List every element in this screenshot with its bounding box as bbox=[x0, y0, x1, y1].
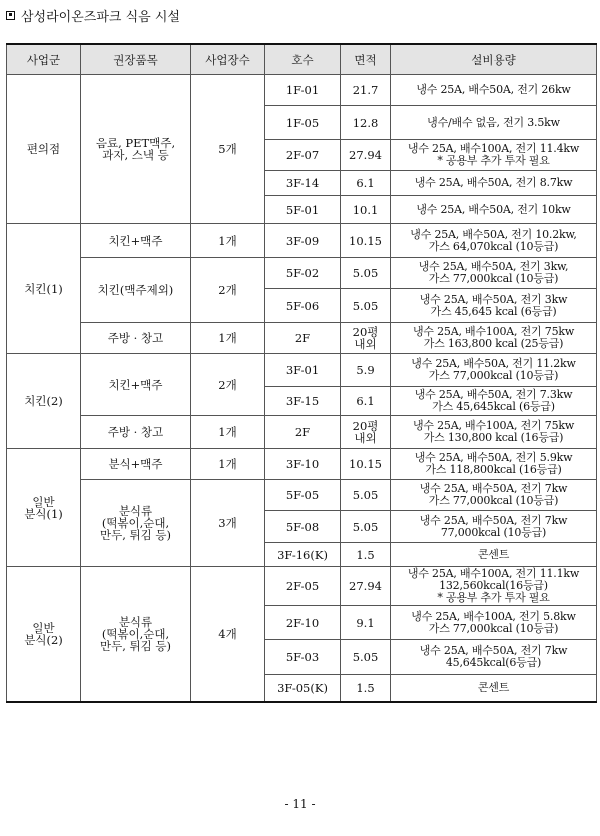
business-group-cell: 일반 분식(2) bbox=[7, 567, 81, 703]
store-count-cell: 1개 bbox=[191, 416, 265, 449]
area-cell: 10.1 bbox=[341, 196, 391, 224]
store-count-cell: 3개 bbox=[191, 480, 265, 567]
unit-number-cell: 1F-05 bbox=[265, 106, 341, 140]
area-cell: 5.05 bbox=[341, 480, 391, 511]
table-row bbox=[7, 480, 597, 511]
facility-capacity-cell: 냉수 25A, 배수100A, 전기 5.8kw 가스 77,000kcal (10등급) bbox=[391, 606, 597, 640]
area-cell: 1.5 bbox=[341, 675, 391, 703]
unit-number-cell: 3F-01 bbox=[265, 354, 341, 387]
area-cell: 10.15 bbox=[341, 449, 391, 480]
store-count-cell: 1개 bbox=[191, 323, 265, 354]
table-row bbox=[7, 323, 597, 354]
recommended-items-cell: 분식류 (떡볶이,순대, 만두, 튀김 등) bbox=[81, 567, 191, 703]
area-cell: 21.7 bbox=[341, 75, 391, 106]
facility-capacity-cell: 냉수 25A, 배수50A, 전기 7.3kw 가스 45,645kcal (6등급) bbox=[391, 387, 597, 416]
facility-capacity-cell: 냉수 25A, 배수50A, 전기 7kw 가스 77,000kcal (10등급) bbox=[391, 480, 597, 511]
unit-number-cell: 5F-03 bbox=[265, 640, 341, 675]
area-cell: 27.94 bbox=[341, 567, 391, 606]
unit-number-cell: 2F bbox=[265, 323, 341, 354]
store-count-cell: 2개 bbox=[191, 354, 265, 416]
area-cell: 1.5 bbox=[341, 543, 391, 567]
square-bullet-icon bbox=[6, 11, 15, 20]
business-group-cell: 일반 분식(1) bbox=[7, 449, 81, 567]
business-group-cell: 편의점 bbox=[7, 75, 81, 224]
table-row bbox=[7, 449, 597, 480]
unit-number-cell: 2F-10 bbox=[265, 606, 341, 640]
facility-capacity-cell: 냉수 25A, 배수50A, 전기 3kw, 가스 77,000kcal (10등급) bbox=[391, 258, 597, 289]
facility-capacity-cell: 냉수 25A, 배수50A, 전기 7kw 77,000kcal (10등급) bbox=[391, 511, 597, 543]
facility-capacity-cell: 냉수 25A, 배수100A, 전기 75kw 가스 130,800 kcal (16등급) bbox=[391, 416, 597, 449]
area-cell: 5.05 bbox=[341, 258, 391, 289]
business-group-cell: 치킨(1) bbox=[7, 224, 81, 354]
facility-capacity-cell: 콘센트 bbox=[391, 543, 597, 567]
table-row bbox=[7, 258, 597, 289]
business-group-cell: 치킨(2) bbox=[7, 354, 81, 449]
table-row bbox=[7, 567, 597, 606]
recommended-items-cell: 분식류 (떡볶이,순대, 만두, 튀김 등) bbox=[81, 480, 191, 567]
facility-capacity-cell: 냉수 25A, 배수50A, 전기 11.2kw 가스 77,000kcal (10등급) bbox=[391, 354, 597, 387]
unit-number-cell: 3F-10 bbox=[265, 449, 341, 480]
facility-table bbox=[6, 43, 597, 703]
table-row bbox=[7, 75, 597, 106]
area-cell: 6.1 bbox=[341, 387, 391, 416]
area-cell: 6.1 bbox=[341, 171, 391, 196]
unit-number-cell: 5F-05 bbox=[265, 480, 341, 511]
unit-number-cell: 2F bbox=[265, 416, 341, 449]
facility-capacity-cell: 냉수 25A, 배수100A, 전기 75kw 가스 163,800 kcal (25등급) bbox=[391, 323, 597, 354]
facility-capacity-cell: 냉수 25A, 배수50A, 전기 3kw 가스 45,645 kcal (6등급) bbox=[391, 289, 597, 323]
facility-capacity-cell: 냉수 25A, 배수100A, 전기 11.1kw 132,560kcal(16등급) * 공용부 추가 투자 필요 bbox=[391, 567, 597, 606]
unit-number-cell: 3F-16(K) bbox=[265, 543, 341, 567]
store-count-cell: 2개 bbox=[191, 258, 265, 323]
unit-number-cell: 3F-14 bbox=[265, 171, 341, 196]
table-body bbox=[7, 75, 597, 703]
facility-capacity-cell: 콘센트 bbox=[391, 675, 597, 703]
facility-capacity-cell: 냉수 25A, 배수50A, 전기 10.2kw, 가스 64,070kcal (10등급) bbox=[391, 224, 597, 258]
section-heading-text: 삼성라이온즈파크 식음 시설 bbox=[21, 9, 180, 25]
facility-capacity-cell: 냉수/배수 없음, 전기 3.5kw bbox=[391, 106, 597, 140]
unit-number-cell: 2F-07 bbox=[265, 140, 341, 171]
area-cell: 5.9 bbox=[341, 354, 391, 387]
recommended-items-cell: 치킨(맥주제외) bbox=[81, 258, 191, 323]
unit-number-cell: 5F-06 bbox=[265, 289, 341, 323]
area-cell: 12.8 bbox=[341, 106, 391, 140]
recommended-items-cell: 주방 · 창고 bbox=[81, 416, 191, 449]
area-cell: 20평 내외 bbox=[341, 323, 391, 354]
store-count-cell: 1개 bbox=[191, 449, 265, 480]
area-cell: 27.94 bbox=[341, 140, 391, 171]
recommended-items-cell: 주방 · 창고 bbox=[81, 323, 191, 354]
unit-number-cell: 5F-01 bbox=[265, 196, 341, 224]
unit-number-cell: 1F-01 bbox=[265, 75, 341, 106]
page-number: - 11 - bbox=[284, 797, 316, 811]
store-count-cell: 1개 bbox=[191, 224, 265, 258]
store-count-cell: 4개 bbox=[191, 567, 265, 703]
table-row bbox=[7, 224, 597, 258]
header-business-group: 사업군 bbox=[7, 44, 81, 75]
facility-capacity-cell: 냉수 25A, 배수50A, 전기 5.9kw 가스 118,800kcal (16등급) bbox=[391, 449, 597, 480]
section-heading bbox=[6, 4, 180, 26]
header-store-count: 사업장수 bbox=[191, 44, 265, 75]
table-row bbox=[7, 416, 597, 449]
recommended-items-cell: 치킨+맥주 bbox=[81, 354, 191, 416]
area-cell: 5.05 bbox=[341, 289, 391, 323]
area-cell: 20평 내외 bbox=[341, 416, 391, 449]
unit-number-cell: 3F-15 bbox=[265, 387, 341, 416]
header-unit-number: 호수 bbox=[265, 44, 341, 75]
recommended-items-cell: 분식+맥주 bbox=[81, 449, 191, 480]
facility-capacity-cell: 냉수 25A, 배수50A, 전기 10kw bbox=[391, 196, 597, 224]
facility-capacity-cell: 냉수 25A, 배수50A, 전기 7kw 45,645kcal(6등급) bbox=[391, 640, 597, 675]
unit-number-cell: 2F-05 bbox=[265, 567, 341, 606]
recommended-items-cell: 음료, PET맥주, 과자, 스낵 등 bbox=[81, 75, 191, 224]
area-cell: 9.1 bbox=[341, 606, 391, 640]
unit-number-cell: 3F-05(K) bbox=[265, 675, 341, 703]
facility-capacity-cell: 냉수 25A, 배수100A, 전기 11.4kw * 공용부 추가 투자 필요 bbox=[391, 140, 597, 171]
table-header-row bbox=[7, 44, 597, 75]
header-recommended-items: 권장품목 bbox=[81, 44, 191, 75]
facility-capacity-cell: 냉수 25A, 배수50A, 전기 8.7kw bbox=[391, 171, 597, 196]
header-area: 면적 bbox=[341, 44, 391, 75]
unit-number-cell: 5F-02 bbox=[265, 258, 341, 289]
facility-capacity-cell: 냉수 25A, 배수50A, 전기 26kw bbox=[391, 75, 597, 106]
recommended-items-cell: 치킨+맥주 bbox=[81, 224, 191, 258]
header-facility-capacity: 설비용량 bbox=[391, 44, 597, 75]
area-cell: 5.05 bbox=[341, 640, 391, 675]
area-cell: 10.15 bbox=[341, 224, 391, 258]
unit-number-cell: 3F-09 bbox=[265, 224, 341, 258]
unit-number-cell: 5F-08 bbox=[265, 511, 341, 543]
store-count-cell: 5개 bbox=[191, 75, 265, 224]
area-cell: 5.05 bbox=[341, 511, 391, 543]
table-row bbox=[7, 354, 597, 387]
